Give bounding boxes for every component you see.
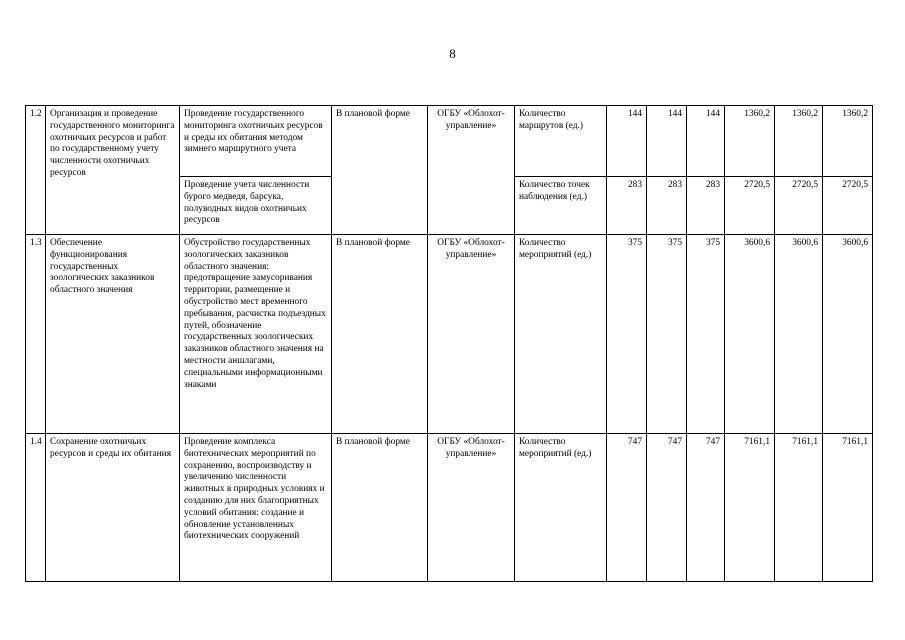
value-cell: 375 <box>647 235 687 434</box>
organization: ОГБУ «Облохот-управление» <box>428 434 515 582</box>
value-cell: 144 <box>687 106 725 177</box>
row-number: 1.3 <box>26 235 46 434</box>
value-cell: 2720,5 <box>775 177 823 235</box>
value-cell: 375 <box>607 235 647 434</box>
row-number: 1.4 <box>26 434 46 582</box>
indicator: Количество точек наблюдения (ед.) <box>515 177 607 235</box>
activity-form: В плановой форме <box>332 106 428 235</box>
value-cell: 2720,5 <box>823 177 873 235</box>
value-cell: 7161,1 <box>823 434 873 582</box>
value-cell: 7161,1 <box>775 434 823 582</box>
value-cell: 1360,2 <box>725 106 775 177</box>
table-row <box>26 106 873 177</box>
activity-name: Организация и проведение государственного мониторинга охотничьих ресурсов и работ по государственному учету численности охотничьих ресурсов <box>46 106 180 235</box>
value-cell: 144 <box>647 106 687 177</box>
value-cell: 2720,5 <box>725 177 775 235</box>
activity-name: Сохранение охотничьих ресурсов и среды их обитания <box>46 434 180 582</box>
row-number: 1.2 <box>26 106 46 235</box>
table-row <box>26 434 873 582</box>
value-cell: 747 <box>687 434 725 582</box>
value-cell: 747 <box>607 434 647 582</box>
activity-content: Проведение государственного мониторинга охотничьих ресурсов и среды их обитания методом зимнего маршрутного учета <box>180 106 332 177</box>
organization: ОГБУ «Облохот-управление» <box>428 106 515 235</box>
activity-name: Обеспечение функционирования государственных зоологических заказников областного значения <box>46 235 180 434</box>
activity-form: В плановой форме <box>332 235 428 434</box>
indicator: Количество мероприятий (ед.) <box>515 235 607 434</box>
value-cell: 7161,1 <box>725 434 775 582</box>
indicator: Количество мероприятий (ед.) <box>515 434 607 582</box>
activities-table <box>25 105 873 582</box>
value-cell: 283 <box>647 177 687 235</box>
activity-content: Проведение комплекса биотехнических мероприятий по сохранению, воспроизводству и увеличению численности животных в природных условиях и созданию для них благоприятных условий обитания: создание и обновление установленных биотехнических сооружений <box>180 434 332 582</box>
value-cell: 144 <box>607 106 647 177</box>
value-cell: 3600,6 <box>775 235 823 434</box>
value-cell: 1360,2 <box>823 106 873 177</box>
value-cell: 283 <box>687 177 725 235</box>
value-cell: 747 <box>647 434 687 582</box>
value-cell: 3600,6 <box>725 235 775 434</box>
table-row <box>26 235 873 434</box>
activity-content: Обустройство государственных зоологических заказников областного значения: предотвращение замусоривания территории, размещение и обустройство мест временного пребывания, расчистка подъездных путей, обозначение государственных зоологических заказников областного значения на местности аншлагами, специальными информационными знаками <box>180 235 332 434</box>
page-number: 8 <box>449 46 456 61</box>
value-cell: 375 <box>687 235 725 434</box>
value-cell: 3600,6 <box>823 235 873 434</box>
activity-form: В плановой форме <box>332 434 428 582</box>
activity-content: Проведение учета численности бурого медведя, барсука, полуводных видов охотничьих ресурсов <box>180 177 332 235</box>
value-cell: 283 <box>607 177 647 235</box>
indicator: Количество маршрутов (ед.) <box>515 106 607 177</box>
value-cell: 1360,2 <box>775 106 823 177</box>
organization: ОГБУ «Облохот-управление» <box>428 235 515 434</box>
